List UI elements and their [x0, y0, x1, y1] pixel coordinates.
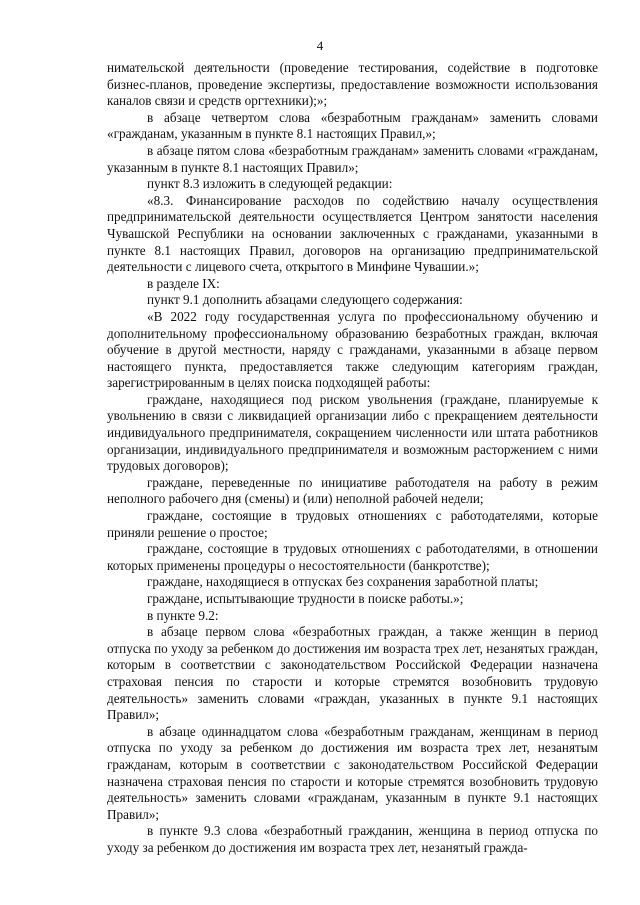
- paragraph: граждане, находящиеся в отпусках без сохранения заработной платы;: [147, 574, 539, 590]
- paragraph: в пункте 9.2:: [147, 607, 219, 623]
- document-body: [107, 60, 598, 857]
- paragraph: пункт 8.3 изложить в следующей редакции:: [147, 176, 393, 192]
- paragraph: граждане, состоящие в трудовых отношениях с работодателями, которые приняли решение о простое;: [107, 508, 598, 540]
- paragraph: граждане, состоящие в трудовых отношениях с работодателями, в отношении которых применены процедуры о несостоятельности (банкротстве);: [107, 541, 598, 573]
- paragraph: граждане, переведенные по инициативе работодателя на работу в режим неполного рабочего дня (смены) и (или) неполной рабочей недели;: [107, 474, 598, 507]
- paragraph: в пункте 9.3 слова «безработный гражданин, женщина в период отпуска по уходу за ребенком до достижения им возраста трех лет, незанятый гражда-: [107, 823, 598, 855]
- paragraph: пункт 9.1 дополнить абзацами следующего содержания:: [147, 292, 463, 308]
- page-number: 4: [316, 38, 324, 53]
- paragraph: в разделе IX:: [147, 275, 220, 291]
- paragraph: граждане, испытывающие трудности в поиске работы.»;: [147, 591, 464, 606]
- paragraph: «В 2022 году государственная услуга по профессиональному обучению и дополнительному профессиональному образованию безработных граждан, включая обучение в другой местности, наряду с гражданами, указанными в абзаце первом настоящего пункта, предоставляется также следующим категориям граждан, зарегистрированным в целях поиска подходящей работы:: [107, 308, 598, 391]
- paragraph: граждане, находящиеся под риском увольнения (граждане, планируемые к увольнению в связи с ликвидацией организации либо с прекращением деятельности индивидуального предпринимателя, сокращением численности или штата работников организации, индивидуального предпринимателя и возможным расторжением с ними трудовых договоров);: [107, 391, 598, 474]
- paragraph-continuation: нимательской деятельности (проведение тестирования, содействие в подготовке бизнес-планов, проведение экспертизы, предоставление возможности использования каналов связи и средств оргтехники);»;: [107, 60, 598, 109]
- paragraph: в абзаце одиннадцатом слова «безработным гражданам, женщинам в период отпуска по уходу за ребенком до достижения им возраста трех лет, незанятым гражданам, которым в соответствии с законодательством Российской Федерации назначена страховая пенсия по старости и которые стремятся возобновить трудовую деятельность» заменить словами «гражданам, указанным в пункте 9.1 настоящих Правил»;: [107, 723, 598, 822]
- paragraph: в абзаце первом слова «безработных граждан, а также женщин в период отпуска по уходу за ребенком до достижения им возраста трех лет, незанятых граждан, которым в соответствии с законодательством Российской Федерации назначена страховая пенсия по старости и которые стремятся возобновить трудовую деятельность» заменить словами «граждан, указанных в пункте 9.1 настоящих Правил»;: [107, 624, 598, 723]
- paragraph: в абзаце четвертом слова «безработным гражданам» заменить словами «гражданам, указанным в пункте 8.1 настоящих Правил,»;: [107, 109, 598, 142]
- paragraph: в абзаце пятом слова «безработным гражданам» заменить словами «гражданам, указанным в пункте 8.1 настоящих Правил»;: [107, 142, 598, 175]
- paragraph: «8.3. Финансирование расходов по содействию началу осуществления предпринимательской деятельности осуществляется Центром занятости населения Чувашской Республики на основании заключенных с гражданами, указанными в пункте 8.1 настоящих Правил, договоров на организацию предпринимательской деятельности с лицевого счета, открытого в Минфине Чувашии.»;: [107, 192, 598, 275]
